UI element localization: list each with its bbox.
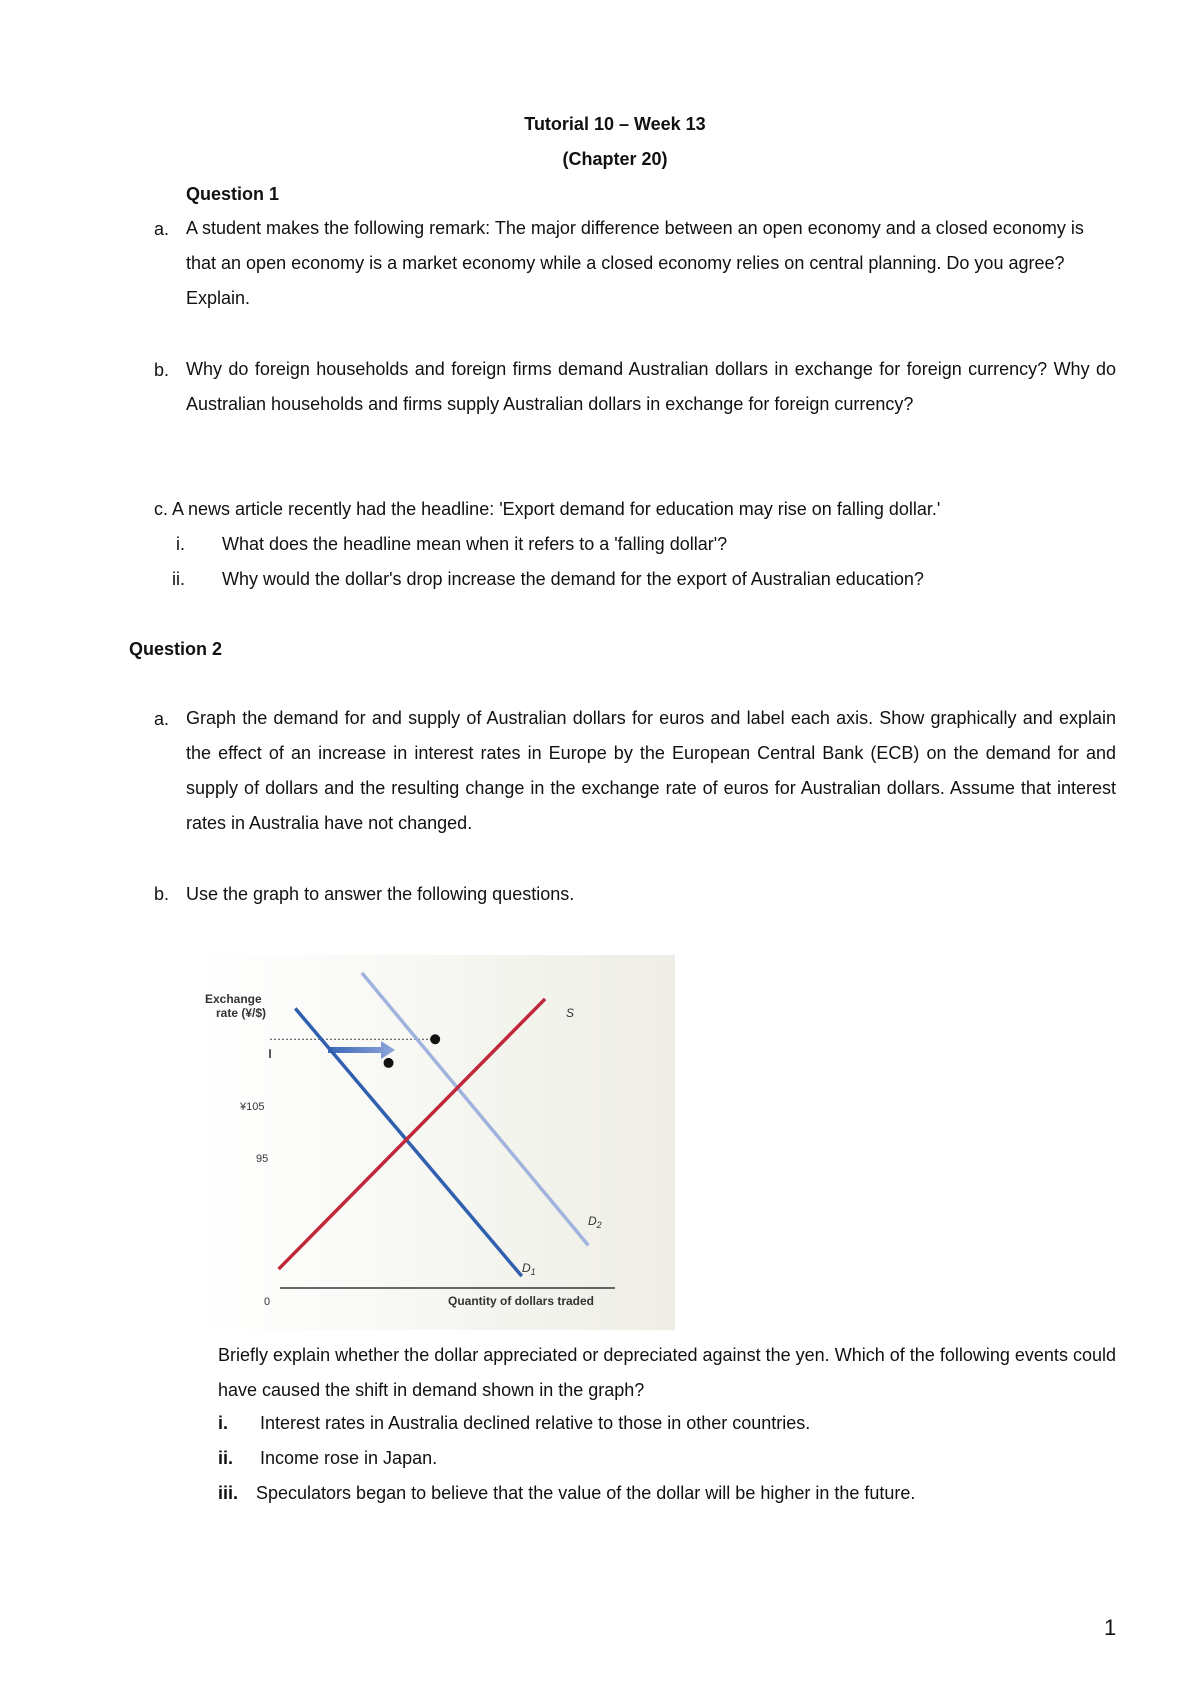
question-1-heading: Question 1 bbox=[186, 184, 280, 204]
exchange-rate-graph bbox=[200, 955, 675, 1330]
q1-b-text: Why do foreign households and foreign firms demand Australian dollars in exchange for foreign currency? Why do Australian households and firms supply Australian dollars in exchange for foreign currency? bbox=[186, 359, 1116, 414]
option-ii-text: Income rose in Japan. bbox=[260, 1448, 438, 1468]
chapter-subtitle: (Chapter 20) bbox=[562, 149, 668, 169]
y-axis-label-line1: Exchange bbox=[205, 992, 262, 1006]
y-axis-label-line2: rate (¥/$) bbox=[216, 1006, 267, 1020]
label-s: S bbox=[566, 1006, 575, 1020]
option-ii-marker: ii. bbox=[218, 1448, 234, 1468]
graph-background bbox=[200, 955, 675, 1330]
q2-a-marker: a. bbox=[154, 709, 170, 729]
q2-a-text: Graph the demand for and supply of Australian dollars for euros and label each axis. Show graphically and explain the effect of an increase in interest rates in Europe by the European Central Bank (ECB) on the demand for and supply of dollars and the resulting change in the exchange rate of euros for Australian dollars. Assume that interest rates in Australia have not changed. bbox=[186, 708, 1116, 833]
equilibrium-point-2 bbox=[430, 1034, 440, 1044]
q2-b-marker: b. bbox=[154, 884, 170, 904]
q1-a-text: A student makes the following remark: The major difference between an open economy and a closed economy is that an open economy is a market economy while a closed economy relies on central planning. Do you agree? Explain. bbox=[186, 218, 1084, 308]
page-number: 1 bbox=[1104, 1615, 1117, 1640]
page-title: Tutorial 10 – Week 13 bbox=[524, 114, 706, 134]
label-d1: $D_1$ bbox=[522, 1261, 536, 1277]
graph-svg bbox=[200, 955, 675, 1330]
q1-c-i-marker: i. bbox=[176, 534, 185, 554]
q2-b-text: Use the graph to answer the following questions. bbox=[186, 884, 575, 904]
y-tick-95: 95 bbox=[256, 1153, 269, 1165]
q1-a-marker: a. bbox=[154, 219, 170, 239]
label-d2: $D_2$ bbox=[588, 1214, 602, 1230]
option-iii-text: Speculators began to believe that the value of the dollar will be higher in the future. bbox=[256, 1483, 916, 1503]
q1-c-ii-marker: ii. bbox=[172, 569, 185, 589]
q1-c-text: c. A news article recently had the headline: 'Export demand for education may rise on falling dollar.' bbox=[154, 499, 941, 519]
option-iii-marker: iii. bbox=[218, 1483, 239, 1503]
y-tick-105: ¥105 bbox=[240, 1101, 265, 1113]
option-i-text: Interest rates in Australia declined relative to those in other countries. bbox=[260, 1413, 811, 1433]
question-2-heading: Question 2 bbox=[129, 639, 223, 659]
q1-c-ii-text: Why would the dollar's drop increase the demand for the export of Australian education? bbox=[222, 569, 924, 589]
origin-label: 0 bbox=[264, 1296, 271, 1308]
q1-c-i-text: What does the headline mean when it refers to a 'falling dollar'? bbox=[222, 534, 728, 554]
equilibrium-point-1 bbox=[384, 1058, 394, 1068]
q1-b-marker: b. bbox=[154, 360, 170, 380]
x-axis-label: Quantity of dollars traded bbox=[448, 1294, 595, 1308]
option-i-marker: i. bbox=[218, 1413, 229, 1433]
q2-explain-text: Briefly explain whether the dollar appreciated or depreciated against the yen. Which of the following events could have caused the shift in demand shown in the graph? bbox=[218, 1345, 1116, 1400]
